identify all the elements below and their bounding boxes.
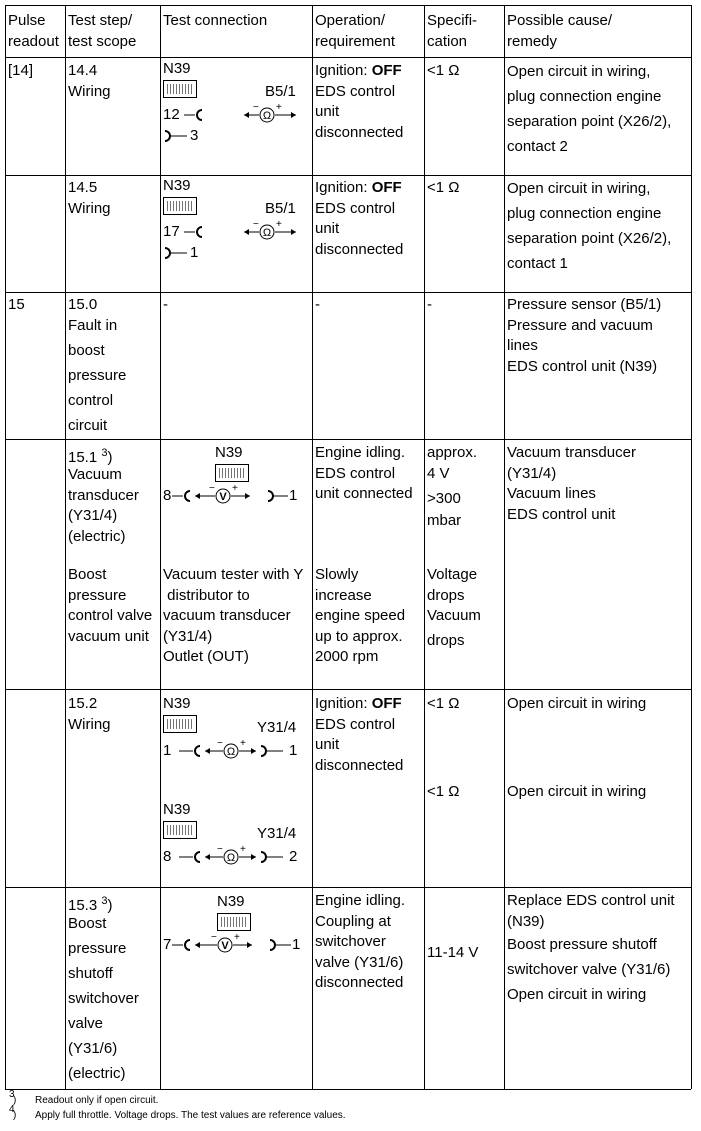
pin-b-label: 1 bbox=[190, 244, 199, 261]
specification-voltage-drop: Voltage drops bbox=[427, 566, 478, 604]
test-connection-vacuum: Vacuum tester with Y distributor to vacuum transducer (Y31/4) Outlet (OUT) bbox=[163, 566, 304, 665]
pin-a-label: 8 bbox=[163, 487, 172, 504]
control-unit-label: N39 bbox=[163, 177, 191, 194]
row-rule bbox=[5, 5, 691, 6]
ignition-label: Ignition: bbox=[315, 62, 372, 79]
specification-voltage: approx. 4 V bbox=[427, 444, 478, 482]
test-step-number: 15.0 bbox=[68, 296, 98, 313]
operation-detail: EDS control unit disconnected bbox=[315, 715, 404, 774]
specification: <1 Ω bbox=[427, 783, 460, 800]
column-rule bbox=[160, 5, 161, 1089]
ohmmeter-symbol bbox=[162, 61, 310, 145]
test-connection: - bbox=[163, 296, 168, 313]
test-step-number: 15.3 $^3$) bbox=[68, 895, 113, 914]
possible-cause: Pressure sensor (B5/1) Pressure and vacuum lines EDS control unit (N39) bbox=[507, 296, 662, 375]
ignition-value: OFF bbox=[371, 179, 402, 196]
possible-cause: Open circuit in wiring, plug connection engine separation point (X26/2), contact 2 bbox=[507, 63, 672, 155]
header-specification: Specifi- cation bbox=[427, 12, 478, 50]
operation-detail: EDS control unit disconnected bbox=[315, 199, 404, 258]
voltmeter-connection-diagram bbox=[162, 443, 310, 513]
ignition-label: Ignition: bbox=[315, 179, 372, 196]
footnote-ref: 3 bbox=[101, 895, 108, 907]
column-rule bbox=[424, 5, 425, 1089]
control-unit-label: N39 bbox=[163, 695, 191, 712]
ohmmeter-connection-diagram bbox=[162, 800, 310, 872]
svg-text:−: − bbox=[209, 483, 215, 494]
row-rule bbox=[5, 57, 691, 58]
test-step: Boost pressure shutoff switchover valve (Y31/6) (electric) bbox=[68, 915, 139, 1082]
header-test-step: Test step/ test scope bbox=[68, 12, 137, 50]
svg-text:−: − bbox=[253, 219, 259, 230]
step-number: 15.1 bbox=[68, 449, 98, 466]
row-rule bbox=[5, 1089, 691, 1090]
footnote-text: Apply full throttle. Voltage drops. The test values are reference values. bbox=[35, 1110, 346, 1121]
svg-text:+: + bbox=[276, 219, 282, 230]
control-unit-label: N39 bbox=[217, 893, 245, 910]
target-label: B5/1 bbox=[265, 83, 296, 100]
row-rule bbox=[5, 689, 691, 690]
test-step: 14.4 Wiring bbox=[68, 62, 111, 100]
operation-requirement bbox=[315, 61, 403, 143]
operation-requirement: Engine idling. Coupling at switchover valve (Y31/6) disconnected bbox=[315, 892, 406, 991]
pin-b-label: 3 bbox=[190, 127, 199, 144]
specification: <1 Ω bbox=[427, 62, 460, 79]
meter-label: Ω bbox=[262, 110, 272, 122]
ohmmeter-connection-diagram bbox=[162, 61, 310, 145]
ohmmeter-connection-diagram bbox=[162, 178, 310, 262]
pin-a-label: 17 bbox=[163, 223, 180, 240]
pin-a-label: 1 bbox=[163, 742, 172, 759]
test-step: Fault in boost pressure control circuit bbox=[68, 317, 127, 434]
control-unit-label: N39 bbox=[163, 801, 191, 818]
meter-label: Ω bbox=[226, 852, 236, 864]
voltmeter-symbol bbox=[162, 891, 310, 961]
ignition-label: Ignition: bbox=[315, 695, 372, 712]
pulse-readout: [14] bbox=[8, 62, 34, 79]
test-step: Vacuum transducer (Y31/4) (electric) bbox=[68, 466, 139, 545]
svg-text:+: + bbox=[276, 102, 282, 113]
header-test-connection: Test connection bbox=[163, 12, 268, 29]
footnote-ref: 3 bbox=[101, 447, 108, 459]
specification: <1 Ω bbox=[427, 695, 460, 712]
operation-detail: EDS control unit disconnected bbox=[315, 82, 404, 141]
row-rule bbox=[5, 439, 691, 440]
ignition-value: OFF bbox=[371, 62, 402, 79]
possible-cause: Open circuit in wiring bbox=[507, 695, 647, 712]
specification-vacuum-label: Vacuum bbox=[427, 607, 481, 624]
control-unit-label: N39 bbox=[163, 60, 191, 77]
svg-text:−: − bbox=[217, 738, 223, 749]
target-label: Y31/4 bbox=[257, 825, 297, 842]
possible-cause: Open circuit in wiring bbox=[507, 783, 647, 800]
specification: <1 Ω bbox=[427, 179, 460, 196]
header-possible-cause: Possible cause/ remedy bbox=[507, 12, 613, 50]
pin-b-label: 1 bbox=[289, 742, 298, 759]
step-number: 15.3 bbox=[68, 897, 98, 914]
svg-text:+: + bbox=[240, 844, 246, 855]
test-step-secondary: Boost pressure control valve vacuum unit bbox=[68, 566, 153, 645]
footnote-mark: 3 bbox=[9, 1089, 15, 1100]
pin-b-label: 1 bbox=[289, 487, 298, 504]
header-pulse-readout: Pulse readout bbox=[8, 12, 59, 50]
svg-text:−: − bbox=[217, 844, 223, 855]
possible-cause: Open circuit in wiring, plug connection engine separation point (X26/2), contact 1 bbox=[507, 180, 672, 272]
svg-text:−: − bbox=[211, 932, 217, 943]
pin-a-label: 12 bbox=[163, 106, 180, 123]
ohmmeter-symbol bbox=[162, 694, 310, 766]
operation-requirement-secondary: Slowly increase engine speed up to approx. 2000 rpm bbox=[315, 566, 406, 665]
pin-a-label: 8 bbox=[163, 848, 172, 865]
meter-label: V bbox=[221, 940, 229, 952]
target-label: Y31/4 bbox=[257, 719, 297, 736]
meter-label: Ω bbox=[226, 746, 236, 758]
operation-requirement: - bbox=[315, 296, 320, 313]
meter-label: Ω bbox=[262, 227, 272, 239]
operation-requirement bbox=[315, 694, 403, 776]
test-step: 15.2 Wiring bbox=[68, 695, 111, 733]
test-step-number: 15.1 $^3$) bbox=[68, 447, 113, 466]
control-unit-label: N39 bbox=[215, 444, 243, 461]
specification-vacuum-drop: drops bbox=[427, 632, 465, 649]
pin-a-label: 7 bbox=[163, 936, 172, 953]
ignition-value: OFF bbox=[371, 695, 402, 712]
operation-requirement bbox=[315, 178, 403, 260]
svg-text:+: + bbox=[234, 932, 240, 943]
column-rule bbox=[312, 5, 313, 1089]
row-rule bbox=[5, 887, 691, 888]
meter-label: V bbox=[219, 491, 227, 503]
column-rule bbox=[691, 5, 692, 1089]
voltmeter-connection-diagram bbox=[162, 891, 310, 961]
document-page: Pulse readout Test step/ test scope Test connection Operation/ requirement Specifi- cation Possible cause/ remedy [14] 14.4 Wiring N39 B5/1 12 3 − + Ω Ignition: OFF EDS control unit disconnected <1 Ω Open circuit in wiring, plug connection engine separation point (X26/2), contact 2 14.5 Wiring N39 B5/1 17 1 − + Ω Ignition: OFF EDS control unit disconnected <1 Ω Open circuit in wiring, plug connection engine separation point (X26/2), contact 1 15 15.0 Fault in boost pressure control circuit - - - Pressure sensor (B5/1) Pressure and vacuum lines EDS control unit (N39) 15.1 $^3$) Vacuum transducer (Y31/4) (electric) Boost pressure control valve vacuum unit N39 8 1 − + V Vacuum tester with Y distributor to vacuum transducer (Y31/4) Outlet (OUT) Engine idling. EDS control unit connected Slowly increase engine speed up to approx. 2000 rpm approx. 4 V >300 mbar Voltage drops Vacuum drops Vacuum transducer (Y31/4) Vacuum lines EDS control unit 15.2 Wiring N39 Y31/4 1 1 − + Ω N39 Y31/4 8 2 − + Ω Ignition: OFF EDS control unit disconnected <1 Ω <1 Ω Open circuit in wiring Open circuit in wiring 15.3 $^3$) Boost pressure shutoff switchover valve (Y31/6) (electric) N39 7 1 − + V Engine idling. Coupling at switchover valve (Y31/6) disconnected 11-14 V Replace EDS control unit (N39) Boost pressure shutoff switchover valve (Y31/6) Open circuit in wiring 3 ) Readout only if open circuit. 4 ) Apply full throttle. Voltage drops. The test values are reference values. bbox=[0, 0, 701, 1131]
pin-b-label: 2 bbox=[289, 848, 298, 865]
svg-text:+: + bbox=[240, 738, 246, 749]
pin-b-label: 1 bbox=[292, 936, 301, 953]
header-operation: Operation/ requirement bbox=[315, 12, 396, 50]
row-rule bbox=[5, 292, 691, 293]
ohmmeter-connection-diagram bbox=[162, 694, 310, 766]
specification: - bbox=[427, 296, 432, 313]
possible-cause: Replace EDS control unit (N39) bbox=[507, 892, 675, 930]
possible-cause: Vacuum transducer (Y31/4) Vacuum lines EDS control unit bbox=[507, 444, 636, 523]
svg-text:+: + bbox=[232, 483, 238, 494]
ohmmeter-symbol bbox=[162, 178, 310, 262]
target-label: B5/1 bbox=[265, 200, 296, 217]
test-step: 14.5 Wiring bbox=[68, 179, 111, 217]
ohmmeter-symbol bbox=[162, 800, 310, 872]
column-rule bbox=[504, 5, 505, 1089]
pulse-readout: 15 bbox=[8, 296, 25, 313]
specification: 11-14 V bbox=[427, 944, 479, 961]
footnote-text: Readout only if open circuit. bbox=[35, 1095, 159, 1106]
operation-requirement: Engine idling. EDS control unit connected bbox=[315, 444, 413, 502]
possible-cause-secondary: Boost pressure shutoff switchover valve (Y31/6) Open circuit in wiring bbox=[507, 936, 671, 1003]
svg-text:−: − bbox=[253, 102, 259, 113]
specification-vacuum: >300 mbar bbox=[427, 490, 462, 529]
voltmeter-symbol bbox=[162, 443, 310, 513]
footnote-mark: 4 bbox=[9, 1104, 15, 1115]
column-rule bbox=[5, 5, 6, 1089]
column-rule bbox=[65, 5, 66, 1089]
